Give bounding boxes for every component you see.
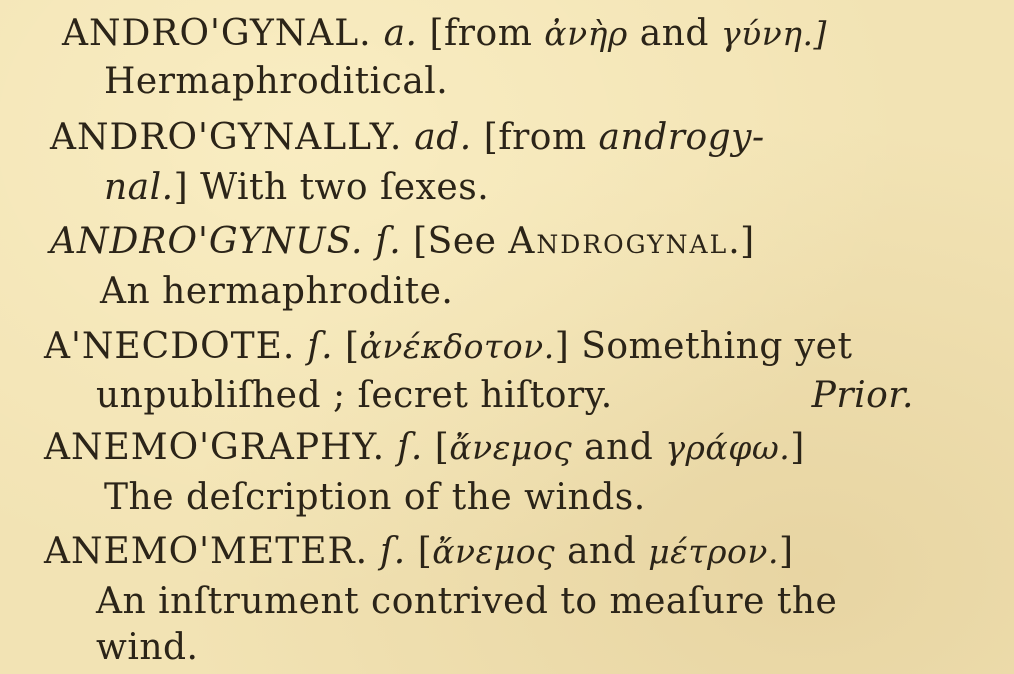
entry-androgynal-definition (104, 60, 448, 104)
definition: An inſtrument contrived to meaſure the (96, 581, 838, 622)
definition: With two ſexes. (200, 167, 490, 208)
etymology-and: and (584, 427, 654, 468)
part-of-speech: ſ. (375, 221, 402, 262)
part-of-speech: a. (383, 13, 418, 54)
etymology-and: and (567, 531, 637, 572)
entry-androgynal-line1 (62, 12, 827, 56)
part-of-speech: ſ. (397, 427, 423, 468)
part-of-speech: ad. (414, 117, 472, 158)
etymology-open: [ (434, 427, 450, 468)
definition-cont: unpubliſhed ; ſecret hiſtory. (96, 375, 613, 416)
greek-word: γράφω. (665, 428, 791, 467)
part-of-speech: ſ. (379, 531, 406, 572)
entry-anecdote-line1 (44, 325, 852, 369)
definition: The deſcription of the winds. (104, 477, 646, 518)
cross-reference: Androgynal (508, 221, 729, 262)
etymology-close: ] (173, 167, 189, 208)
greek-word: ἀνὴρ (544, 14, 628, 53)
etymology-open: [from (483, 117, 587, 158)
etymology-close: ] (778, 531, 794, 572)
greek-word: ἀνέκδοτον. (359, 327, 555, 366)
headword: A'NECDOTE. (44, 326, 296, 367)
etymology-word: androgy- (598, 117, 765, 158)
etymology-open: [ (345, 326, 360, 367)
entry-androgynus-definition (100, 270, 453, 314)
entry-anecdote-line2 (96, 374, 964, 418)
entry-anemometer-line1 (44, 530, 794, 574)
greek-word: μέτρον. (648, 532, 779, 571)
headword: ANDRO'GYNUS. (50, 221, 364, 262)
part-of-speech: ſ. (307, 326, 334, 367)
etymology-close: .] (728, 221, 755, 262)
etymology-close: ] (790, 427, 805, 468)
etymology-and: and (639, 13, 709, 54)
definition-cont: wind. (96, 627, 199, 668)
entry-anemography-definition (104, 476, 646, 520)
etymology-open: [from (429, 13, 533, 54)
definition: An hermaphrodite. (100, 271, 454, 312)
headword: ANDRO'GYNALLY. (50, 117, 403, 158)
headword: ANDRO'GYNAL. (62, 13, 372, 54)
definition: Something yet (581, 326, 853, 367)
entry-androgynus-line1 (50, 220, 755, 264)
greek-word: ἄνεμος (432, 532, 556, 571)
headword: ANEMO'METER. (44, 531, 369, 572)
headword: ANEMO'GRAPHY. (44, 427, 386, 468)
entry-androgynally-line2 (104, 166, 489, 210)
entry-anemometer-line3 (96, 626, 199, 670)
entry-androgynally-line1 (50, 116, 765, 160)
entry-anemometer-line2 (96, 580, 837, 624)
etymology-close: ] (554, 326, 570, 367)
etymology-open: [See (413, 221, 497, 262)
etymology-word-cont: nal. (104, 167, 174, 208)
etymology-open: [ (417, 531, 433, 572)
definition: Hermaphroditical. (104, 61, 449, 102)
entry-anemography-line1 (44, 426, 805, 470)
greek-word: ἄνεμος (449, 428, 573, 467)
greek-word: γύνη.] (720, 14, 827, 53)
author-citation: Prior. (811, 375, 914, 416)
